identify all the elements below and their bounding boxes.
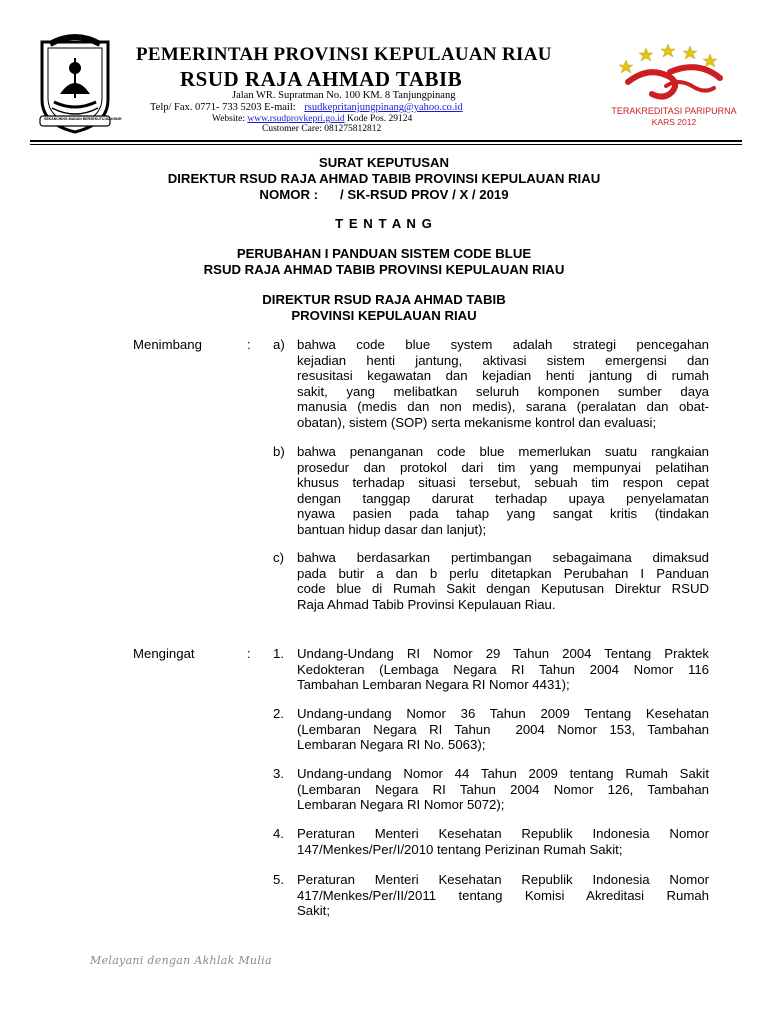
subject-line-2: RSUD RAJA AHMAD TABIB PROVINSI KEPULAUAN RIAU xyxy=(203,262,565,277)
accreditation-year: KARS 2012 xyxy=(651,117,697,127)
list-item-line: bantuan hidup dasar dan lanjut); xyxy=(297,521,487,537)
accreditation-title: TERAKREDITASI PARIPURNA xyxy=(611,106,737,116)
mengingat-mark-5: 5. xyxy=(273,872,284,887)
letterhead-organization: PEMERINTAH PROVINSI KEPULAUAN RIAU xyxy=(136,44,552,65)
letterhead-divider-thick xyxy=(30,140,742,142)
list-item-line: Lembaran Negara RI Nomor 5072); xyxy=(297,797,505,813)
menimbang-item-c xyxy=(297,550,709,612)
mengingat-colon: : xyxy=(247,646,251,661)
list-item-line: bahwa code blue system adalah strategi pencegahan xyxy=(297,337,709,352)
mengingat-item-4 xyxy=(297,826,709,857)
mengingat-item-2 xyxy=(297,706,709,753)
mengingat-label: Mengingat xyxy=(133,646,195,661)
list-item-line: (Lembaran Negara RI Tahun 2004 Nomor 126, Tambahan xyxy=(297,781,709,797)
letterhead-hospital-name: RSUD RAJA AHMAD TABIB xyxy=(180,67,463,91)
list-item-line: prosedur dan protokol dari tim yang mempunyai pelatihan xyxy=(297,459,709,475)
menimbang-mark-c: c) xyxy=(273,550,284,565)
list-item-line: 417/Menkes/Per/II/2011 tentang Komisi Akreditasi Rumah xyxy=(297,887,709,903)
list-item-line: Tambahan Lembaran Negara RI Nomor 4431); xyxy=(297,677,570,693)
list-item-line: sakit, yang melibatkan seluruh komponen sumber daya xyxy=(297,383,709,399)
letterhead-address: Jalan WR. Supratman No. 100 KM. 8 Tanjungpinang xyxy=(232,90,456,101)
postal-code: Kode Pos. 29124 xyxy=(347,114,413,124)
menimbang-label: Menimbang xyxy=(133,337,202,352)
list-item-line: Peraturan Menteri Kesehatan Republik Indonesia Nomor xyxy=(297,872,709,887)
website-label: Website: xyxy=(212,114,246,124)
website-link[interactable]: www.rsudprovkepri.go.id xyxy=(247,114,345,124)
letterhead-divider-thin xyxy=(30,144,742,145)
mengingat-mark-3: 3. xyxy=(273,766,284,781)
footer-motto: Melayani dengan Akhlak Mulia xyxy=(90,954,272,967)
director-line-1: DIREKTUR RSUD RAJA AHMAD TABIB xyxy=(262,292,506,307)
menimbang-mark-a: a) xyxy=(273,337,285,352)
list-item-line: Peraturan Menteri Kesehatan Republik Indonesia Nomor xyxy=(297,826,709,841)
list-item-line: resusitasi kegawatan dan kejadian henti jantung di rumah xyxy=(297,368,709,384)
list-item-line: manusia (medis dan non medis), sarana (peralatan dan obat- xyxy=(297,399,709,415)
list-item-line: Sakit; xyxy=(297,903,330,919)
mengingat-item-3 xyxy=(297,766,709,813)
customer-care: Customer Care: 081275812812 xyxy=(262,124,382,134)
list-item-line: Undang-Undang RI Nomor 29 Tahun 2004 Tentang Praktek xyxy=(297,646,709,661)
list-item-line: obatan), sistem (SOP) serta mekanisme kontrol dan evaluasi; xyxy=(297,414,657,430)
menimbang-item-a xyxy=(297,337,709,431)
letterhead-phone: Telp/ Fax. 0771- 733 5203 E-mail: xyxy=(150,102,296,113)
list-item-line: kejadian henti jantung, aktivasi sistem emergensi dan xyxy=(297,352,709,368)
mengingat-mark-1: 1. xyxy=(273,646,284,661)
decree-issuer: DIREKTUR RSUD RAJA AHMAD TABIB PROVINSI KEPULAUAN RIAU xyxy=(167,171,601,186)
list-item-line: pada butir a dan b perlu ditetapkan Perubahan I Panduan xyxy=(297,565,709,581)
list-item-line: Kedokteran (Lembaga Negara RI Tahun 2004 Nomor 116 xyxy=(297,661,709,677)
list-item-line: nyawa pasien pada tahap yang sangat kritis (tindakan xyxy=(297,506,709,522)
list-item-line: 147/Menkes/Per/I/2010 tentang Perizinan Rumah Sakit; xyxy=(297,841,623,857)
mengingat-item-5 xyxy=(297,872,709,919)
mengingat-item-1 xyxy=(297,646,709,693)
list-item-line: bahwa berdasarkan pertimbangan sebagaimana dimaksud xyxy=(297,550,709,565)
accreditation-logo xyxy=(608,42,740,132)
letterhead-web xyxy=(212,114,412,124)
list-item-line: code blue di Rumah Sakit dengan Keputusan Direktur RSUD xyxy=(297,581,709,597)
menimbang-item-b xyxy=(297,444,709,538)
list-item-line: Undang-undang Nomor 36 Tahun 2009 Tentang Kesehatan xyxy=(297,706,709,721)
letterhead-email-link[interactable]: rsudkepritanjungpinang@yahoo.co.id xyxy=(304,102,463,113)
list-item-line: khusus terhadap situasi tersebut, sebuah tim respon cepat xyxy=(297,475,709,491)
mengingat-mark-4: 4. xyxy=(273,826,284,841)
list-item-line: Lembaran Negara RI No. 5063); xyxy=(297,737,486,753)
list-item-line: (Lembaran Negara RI Tahun 2004 Nomor 153, Tambahan xyxy=(297,721,709,737)
decree-number: NOMOR : / SK-RSUD PROV / X / 2019 xyxy=(259,187,509,202)
mengingat-mark-2: 2. xyxy=(273,706,284,721)
list-item-line: bahwa penanganan code blue memerlukan suatu rangkaian xyxy=(297,444,709,459)
menimbang-mark-b: b) xyxy=(273,444,285,459)
list-item-line: dengan tanggap darurat terhadap upaya penyelamatan xyxy=(297,490,709,506)
provincial-emblem-logo xyxy=(30,28,120,136)
about-heading: T E N T A N G xyxy=(335,216,433,231)
letterhead-contact xyxy=(150,102,463,113)
decree-title: SURAT KEPUTUSAN xyxy=(318,155,450,170)
director-line-2: PROVINSI KEPULAUAN RIAU xyxy=(291,308,477,323)
subject-line-1: PERUBAHAN I PANDUAN SISTEM CODE BLUE xyxy=(236,246,532,261)
menimbang-colon: : xyxy=(247,337,251,352)
emblem-ribbon-text: SEKANCHING-MANAN BERSEKUTU-MAKMUR xyxy=(44,117,122,121)
list-item-line: Undang-undang Nomor 44 Tahun 2009 tentang Rumah Sakit xyxy=(297,766,709,781)
list-item-line: Raja Ahmad Tabib Provinsi Kepulauan Riau. xyxy=(297,596,556,612)
